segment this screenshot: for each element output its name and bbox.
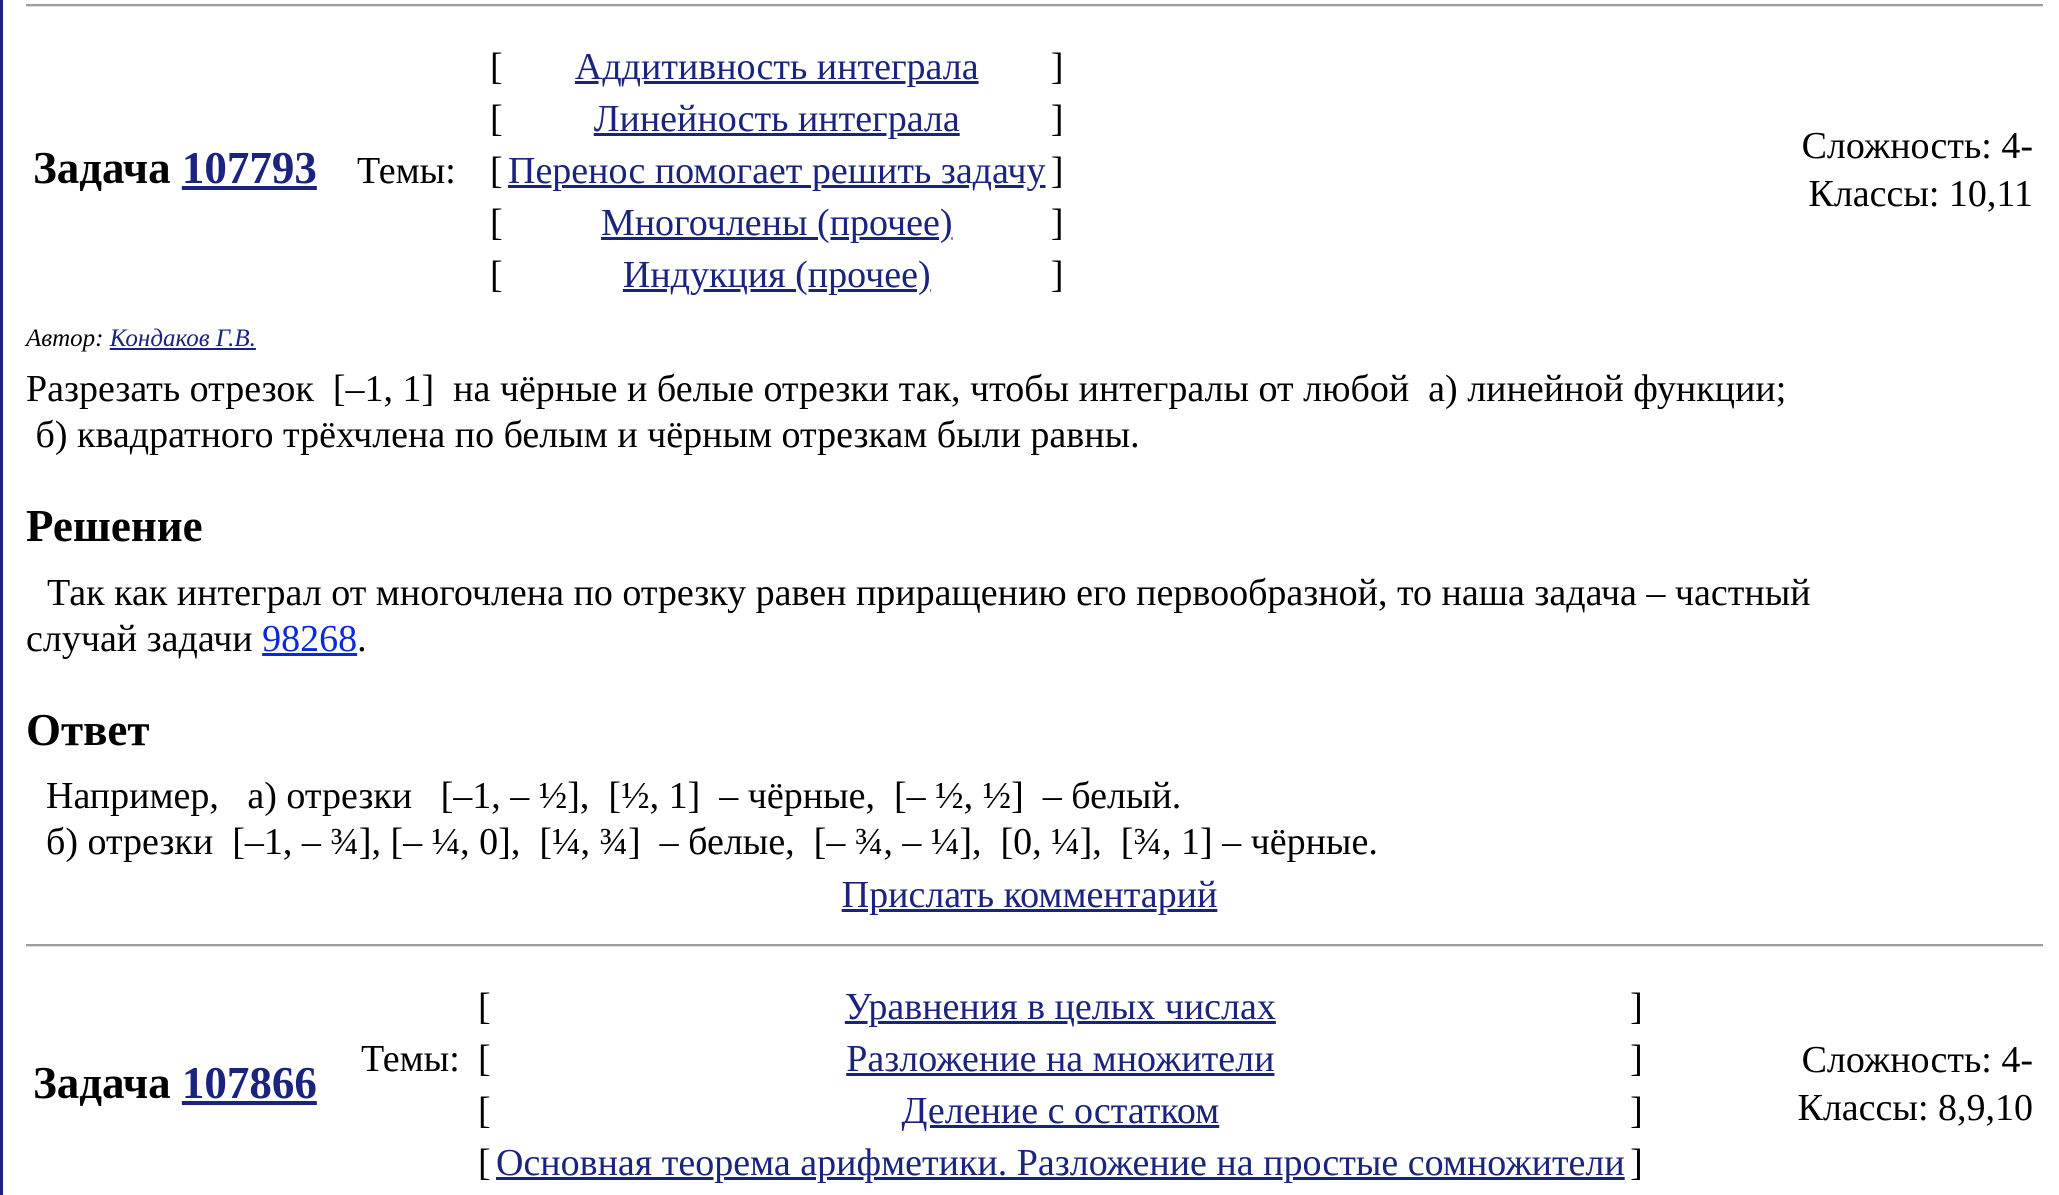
- statement-line-1: Разрезать отрезок [–1, 1] на чёрные и белые отрезки так, чтобы интегралы от любой а) линейной функции;: [26, 368, 1787, 410]
- problem2-topics-list: [478, 981, 1643, 1189]
- top-divider: [26, 4, 2043, 7]
- topic-row: [ Перенос помогает решить задачу ]: [490, 150, 1064, 192]
- topic-row: [ Деление с остатком ]: [478, 1090, 1643, 1132]
- problem1-classes: Классы: 10,11: [1808, 173, 2033, 215]
- topic-row: [ Разложение на множители ]: [478, 1038, 1643, 1080]
- problem2-difficulty: Сложность: 4-: [1801, 1039, 2033, 1081]
- problem2-title: Задача 107866: [33, 1058, 317, 1108]
- problem2-classes: Классы: 8,9,10: [1797, 1087, 2033, 1129]
- problem1-author: Автор: Кондаков Г.В.: [26, 325, 256, 352]
- problem1-title: Задача 107793: [33, 143, 317, 193]
- topic-link-transfer[interactable]: Перенос помогает решить задачу: [508, 150, 1046, 192]
- problem2-meta: [1798, 1036, 2034, 1132]
- problem2-topics-label: Темы:: [361, 1038, 460, 1080]
- answer-heading: Ответ: [26, 705, 150, 755]
- topic-row: [ Многочлены (прочее) ]: [490, 202, 1064, 244]
- topic-link-integer-equations[interactable]: Уравнения в целых числах: [844, 986, 1276, 1028]
- problem1-statement: [26, 366, 1786, 458]
- solution-heading: Решение: [26, 501, 203, 551]
- topic-link-factorization[interactable]: Разложение на множители: [846, 1038, 1275, 1080]
- send-comment-link[interactable]: Прислать комментарий: [841, 874, 1218, 916]
- topic-row: [ Аддитивность интеграла ]: [490, 46, 1064, 88]
- topic-row: [ Основная теорема арифметики. Разложение на простые сомножители ]: [478, 1142, 1643, 1184]
- problem-98268-link[interactable]: 98268: [262, 618, 358, 660]
- problem-divider: [26, 944, 2043, 947]
- statement-line-2: б) квадратного трёхчлена по белым и чёрным отрезкам были равны.: [26, 414, 1140, 456]
- topic-row: [ Линейность интеграла ]: [490, 98, 1064, 140]
- topic-link-division-remainder[interactable]: Деление с остатком: [901, 1090, 1220, 1132]
- topic-link-additivity[interactable]: Аддитивность интеграла: [574, 46, 979, 88]
- comment-link-row: [0, 872, 2059, 918]
- problem1-solution: [26, 570, 1811, 662]
- problem2-number-link[interactable]: 107866: [181, 1058, 317, 1108]
- problem1-answer: [46, 773, 1378, 865]
- topic-row: [ Индукция (прочее) ]: [490, 254, 1064, 296]
- topic-link-induction[interactable]: Индукция (прочее): [622, 254, 931, 296]
- topic-link-linearity[interactable]: Линейность интеграла: [593, 98, 960, 140]
- topic-link-polynomials[interactable]: Многочлены (прочее): [600, 202, 953, 244]
- solution-line-1: Так как интеграл от многочлена по отрезку равен приращению его первообразной, то наша задача – частный: [47, 572, 1811, 614]
- author-link[interactable]: Кондаков Г.В.: [109, 325, 256, 352]
- problem1-difficulty: Сложность: 4-: [1801, 125, 2033, 167]
- problem1-topics-list: [490, 41, 1063, 301]
- topic-link-fundamental-theorem[interactable]: Основная теорема арифметики. Разложение на простые сомножители: [496, 1142, 1625, 1184]
- solution-line-2: случай задачи 98268.: [26, 618, 367, 660]
- problem1-number-link[interactable]: 107793: [181, 143, 317, 193]
- answer-line-2: б) отрезки [–1, – ¾], [– ¼, 0], [¼, ¾] – белые, [– ¾, – ¼], [0, ¼], [¾, 1] – чёрные.: [46, 821, 1378, 863]
- topic-row: [ Уравнения в целых числах ]: [478, 986, 1643, 1028]
- problem1-meta: [1802, 122, 2033, 218]
- problem1-topics-label: Темы:: [357, 150, 456, 192]
- answer-line-1: Например, а) отрезки [–1, – ½], [½, 1] – чёрные, [– ½, ½] – белый.: [46, 775, 1182, 817]
